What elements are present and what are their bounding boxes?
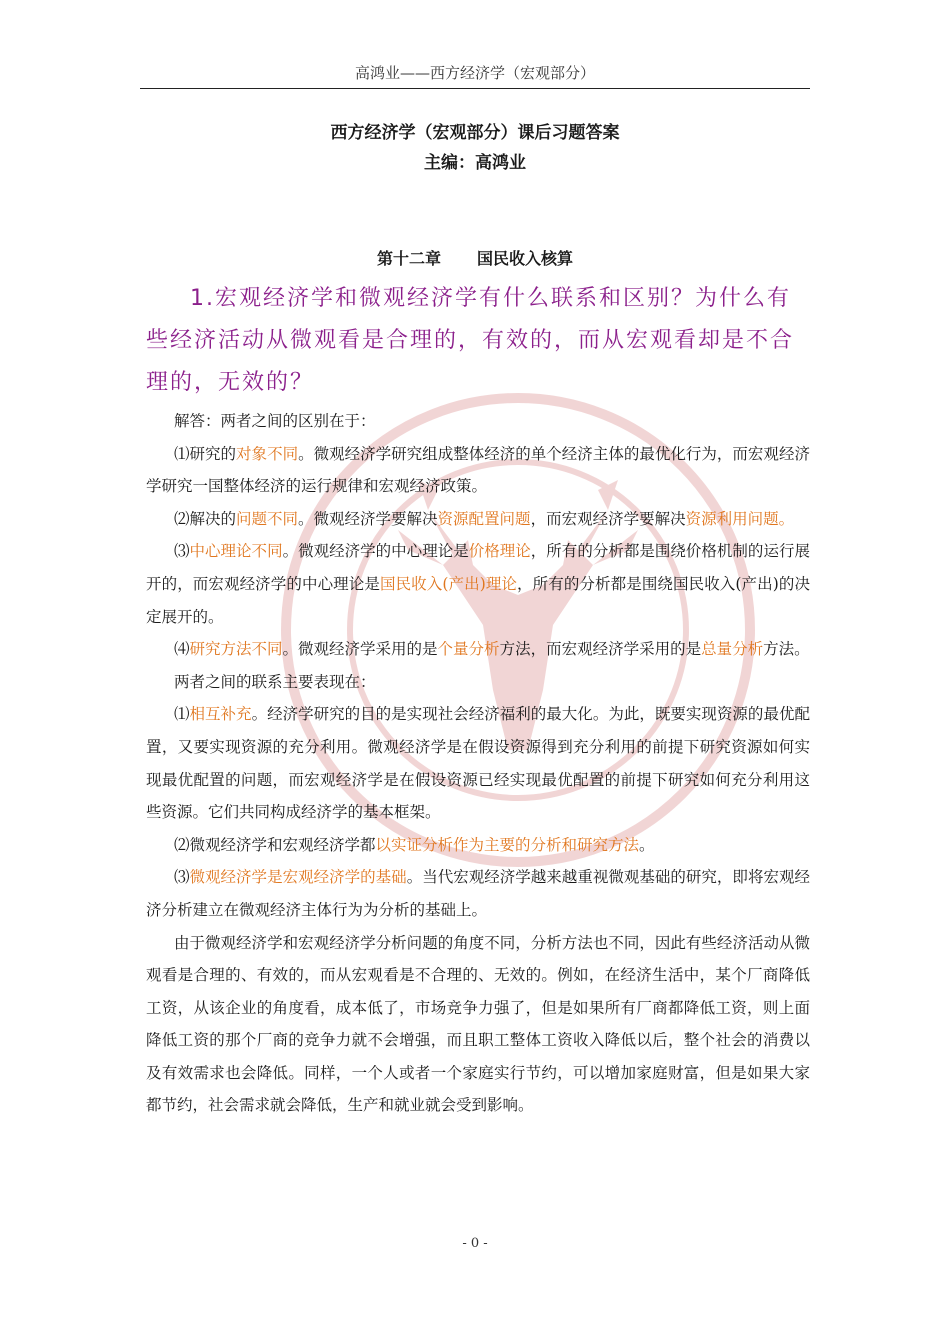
page-number: - 0 -: [462, 1236, 488, 1251]
relation-2: ⑵微观经济学和宏观经济学都以实证分析作为主要的分析和研究方法。: [174, 835, 655, 854]
relation-3: ⑶微观经济学是宏观经济学的基础。当代宏观经济学越来越重视微观基础的研究，即将宏观经济分析建立在微观经济主体行为为分析的基础上。: [146, 868, 810, 919]
chapter-number: 第十二章: [376, 249, 441, 268]
relation-intro: 两者之间的联系主要表现在：: [174, 672, 376, 691]
answer-body: [146, 405, 810, 1122]
difference-2: ⑵解决的问题不同。微观经济学要解决资源配置问题，而宏观经济学要解决资源利用问题。: [174, 509, 795, 528]
conclusion-paragraph: 由于微观经济学和宏观经济学分析问题的角度不同，分析方法也不同，因此有些经济活动从微观看是合理的、有效的，而从宏观看是不合理的、无效的。例如，在经济生活中，某个厂商降低工资，从该企业的角度看，成本低了，市场竞争力强了，但是如果所有厂商都降低工资，则上面降低工资的那个厂商的竞争力就不会增强，而且职工整体工资收入降低以后，整个社会的消费以及有效需求也会降低。同样，一个人或者一个家庭实行节约，可以增加家庭财富，但是如果大家都节约，社会需求就会降低，生产和就业就会受到影响。: [146, 933, 810, 1115]
answer-intro: 解答：两者之间的区别在于：: [174, 412, 376, 430]
header-rule: [140, 88, 810, 89]
chapter-name: 国民收入核算: [477, 249, 574, 268]
difference-1: ⑴研究的对象不同。微观经济学研究组成整体经济的单个经济主体的最优化行为，而宏观经济学研究一国整体经济的运行规律和宏观经济政策。: [146, 444, 810, 496]
document-editor: 主编：高鸿业: [424, 153, 526, 173]
chapter-heading: [140, 246, 810, 269]
relation-1: ⑴相互补充。经济学研究的目的是实现社会经济福利的最大化。为此，既要实现资源的最优配置，又要实现资源的充分利用。微观经济学是在假设资源得到充分利用的前提下研究资源如何实现最优配置的问题，而宏观经济学是在假设资源已经实现最优配置的前提下研究如何充分利用这些资源。它们共同构成经济学的基本框架。: [146, 705, 810, 822]
document-title: 西方经济学（宏观部分）课后习题答案: [330, 123, 620, 143]
question-text: 1.宏观经济学和微观经济学有什么联系和区别？为什么有些经济活动从微观看是合理的，有效的，而从宏观看却是不合理的，无效的？: [146, 286, 795, 395]
difference-3: ⑶中心理论不同。微观经济学的中心理论是价格理论，所有的分析都是围绕价格机制的运行展开的，而宏观经济学的中心理论是国民收入(产出)理论，所有的分析都是围绕国民收入(产出)的决定展开的。: [146, 542, 810, 626]
difference-4: ⑷研究方法不同。微观经济学采用的是个量分析方法，而宏观经济学采用的是总量分析方法。: [174, 640, 810, 659]
running-header: 高鸿业——西方经济学（宏观部分）: [354, 64, 595, 82]
